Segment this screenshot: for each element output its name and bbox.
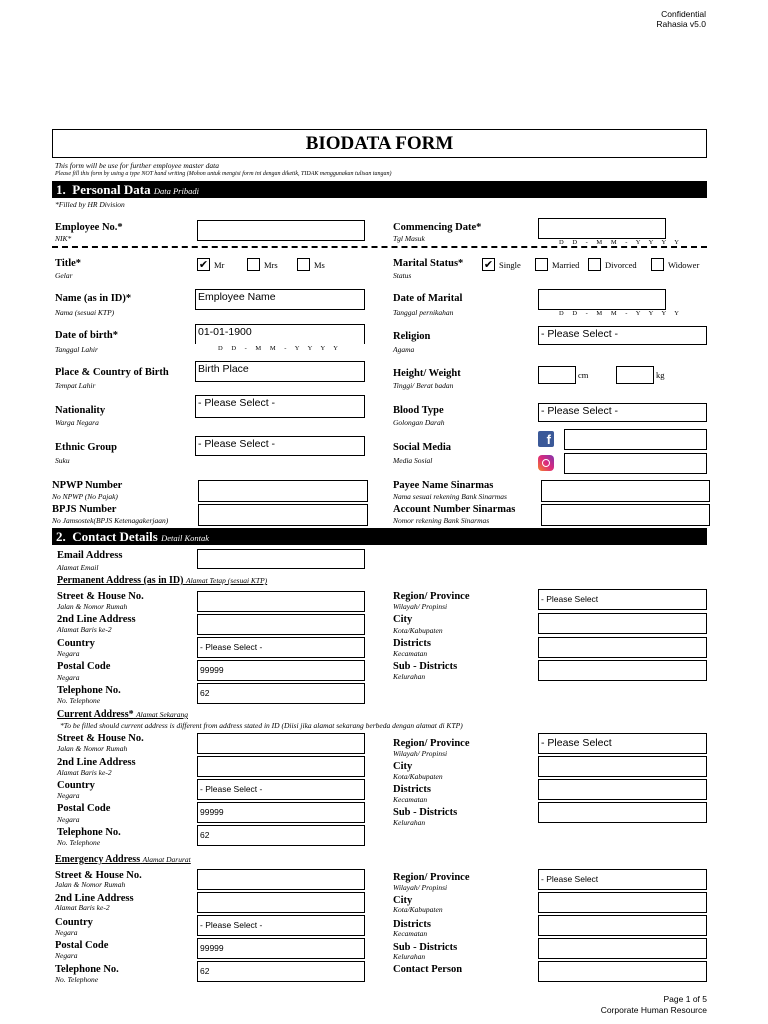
facebook-input[interactable] (564, 429, 707, 450)
religion-label: Religion (393, 331, 431, 342)
curr-city-label: City (393, 761, 413, 772)
emer-country-sub: Negara (55, 928, 78, 937)
ethnic-sub: Suku (55, 456, 70, 465)
curr-districts-label: Districts (393, 784, 431, 795)
perm-postal-input[interactable]: 99999 (197, 660, 365, 681)
height-weight-sub: Tinggi/ Berat badan (393, 381, 454, 390)
weight-unit: kg (656, 370, 665, 380)
curr-subdistricts-label: Sub - Districts (393, 807, 458, 818)
ethnic-select[interactable]: - Please Select - (195, 436, 365, 456)
perm-street-sub: Jalan & Nomor Rumah (57, 602, 128, 611)
curr-postal-label: Postal Code (57, 803, 111, 814)
emergency-title-text: Emergency Address (55, 854, 141, 865)
name-input[interactable]: Employee Name (195, 289, 365, 310)
emer-country-select[interactable]: - Please Select - (197, 915, 365, 936)
social-media-sub: Media Sosial (393, 456, 433, 465)
perm-phone-sub: No. Telephone (57, 696, 101, 705)
email-input[interactable] (197, 549, 365, 569)
bpjs-sub: No Jamsostek(BPJS Ketenagakerjaan) (52, 516, 169, 525)
section2-subtitle: Detail Kontak (161, 533, 210, 543)
dob-sub: Tanggal Lahir (55, 345, 98, 354)
marital-status-sub: Status (393, 271, 412, 280)
email-sub: Alamat Email (57, 563, 99, 572)
blood-type-select[interactable]: - Please Select - (538, 403, 707, 422)
ethnic-label: Ethnic Group (55, 442, 117, 453)
pob-sub: Tempat Lahir (55, 381, 96, 390)
curr-street-sub: Jalan & Nomor Rumah (57, 744, 128, 753)
account-input[interactable] (541, 504, 710, 526)
page-number: Page 1 of 5 (663, 994, 707, 1004)
marital-married-label: Married (552, 260, 580, 270)
perm-city-label: City (393, 614, 413, 625)
commencing-date-hint: D D - M M - Y Y Y Y (559, 239, 683, 246)
perm-postal-label: Postal Code (57, 661, 111, 672)
perm-city-sub: Kota/Kabupaten (393, 626, 443, 635)
height-unit: cm (578, 370, 589, 380)
curr-country-select[interactable]: - Please Select - (197, 779, 365, 800)
bpjs-label: BPJS Number (52, 504, 117, 515)
date-of-marital-label: Date of Marital (393, 293, 463, 304)
emer-phone-label: Telephone No. (55, 964, 119, 975)
curr-street-input[interactable] (197, 733, 365, 754)
payee-label: Payee Name Sinarmas (393, 480, 494, 491)
emer-city-input[interactable] (538, 892, 707, 913)
emer-line2-label: 2nd Line Address (55, 893, 134, 904)
curr-country-label: Country (57, 780, 95, 791)
curr-postal-input[interactable]: 99999 (197, 802, 365, 823)
social-media-label: Social Media (393, 442, 452, 453)
curr-country-sub: Negara (57, 791, 80, 800)
commencing-date-input[interactable] (538, 218, 666, 239)
perm-country-select[interactable]: - Please Select - (197, 637, 365, 658)
title-mr-label: Mr (214, 260, 225, 270)
emer-region-sub: Wilayah/ Propinsi (393, 883, 448, 892)
date-of-marital-hint: D D - M M - Y Y Y Y (559, 310, 683, 317)
weight-input[interactable] (616, 366, 654, 384)
emergency-title-sub: Alamat Darurat (142, 855, 191, 864)
bpjs-input[interactable] (198, 504, 368, 526)
emer-postal-label: Postal Code (55, 940, 109, 951)
intro-line2: Please fill this form by using a type NOT hand writing (Mohon untuk mengisi form ini dengan diketik, TIDAK menggunakan tulisan tangan) (55, 171, 392, 177)
perm-street-label: Street & House No. (57, 591, 144, 602)
perm-districts-sub: Kecamatan (393, 649, 428, 658)
marital-widower-label: Widower (668, 260, 700, 270)
nationality-label: Nationality (55, 405, 106, 416)
dashed-divider (52, 246, 707, 248)
curr-phone-input[interactable]: 62 (197, 825, 365, 846)
religion-sub: Agama (393, 345, 415, 354)
curr-postal-sub: Negara (57, 815, 80, 824)
contact-person-input[interactable] (538, 961, 707, 982)
permanent-title-sub: Alamat Tetap (sesuai KTP) (185, 576, 268, 585)
emer-subdistricts-sub: Kelurahan (393, 952, 426, 961)
emer-street-input[interactable] (197, 869, 365, 890)
perm-region-sub: Wilayah/ Propinsi (393, 602, 448, 611)
confidential-text: Confidential (661, 9, 706, 19)
perm-region-label: Region/ Province (393, 591, 470, 602)
emer-line2-sub: Alamat Baris ke-2 (55, 903, 110, 912)
title-label: Title* (55, 258, 82, 269)
curr-districts-sub: Kecamatan (393, 795, 428, 804)
perm-phone-input[interactable]: 62 (197, 683, 365, 704)
npwp-input[interactable] (198, 480, 368, 502)
perm-subdistricts-input[interactable] (538, 660, 707, 681)
emer-country-label: Country (55, 917, 93, 928)
emer-city-sub: Kota/Kabupaten (393, 905, 443, 914)
perm-districts-label: Districts (393, 638, 431, 649)
marital-status-label: Marital Status* (393, 258, 464, 269)
payee-sub: Nama sesuai rekening Bank Sinarmas (393, 492, 507, 501)
page-title: BIODATA FORM (52, 129, 707, 158)
emer-districts-input[interactable] (538, 915, 707, 936)
employee-no-sub: NIK* (55, 234, 72, 243)
payee-input[interactable] (541, 480, 710, 502)
emer-districts-label: Districts (393, 919, 431, 930)
title-mrs-label: Mrs (264, 260, 278, 270)
curr-city-sub: Kota/Kabupaten (393, 772, 443, 781)
marital-divorced-label: Divorced (605, 260, 637, 270)
perm-phone-label: Telephone No. (57, 685, 121, 696)
footer-dept: Corporate Human Resource (600, 1005, 707, 1015)
account-label: Account Number Sinarmas (393, 504, 516, 515)
dob-hint: D D - M M - Y Y Y Y (218, 345, 342, 352)
name-sub: Nama (sesuai KTP) (55, 308, 115, 317)
curr-region-sub: Wilayah/ Propinsi (393, 749, 448, 758)
email-label: Email Address (57, 550, 123, 561)
perm-districts-input[interactable] (538, 637, 707, 658)
employee-no-label: Employee No.* (55, 222, 123, 233)
contact-person-label: Contact Person (393, 964, 463, 975)
section1-title: Personal Data (72, 182, 151, 197)
curr-street-label: Street & House No. (57, 733, 144, 744)
current-address-note: *To be filled should current address is different from address stated in ID (Diisi jika alamat sekarang berbeda dengan alamat di KTP) (60, 721, 463, 730)
title-ms-label: Ms (314, 260, 325, 270)
account-sub: Nomor rekening Bank Sinarmas (393, 516, 490, 525)
title-mrs-checkbox[interactable] (247, 258, 260, 271)
curr-line2-input[interactable] (197, 756, 365, 777)
emer-phone-input[interactable]: 62 (197, 961, 365, 982)
curr-city-input[interactable] (538, 756, 707, 777)
pob-input[interactable]: Birth Place (195, 361, 365, 382)
title-ms-checkbox[interactable] (297, 258, 310, 271)
marital-married-checkbox[interactable] (535, 258, 548, 271)
marital-single-label: Single (499, 260, 521, 270)
current-title-text: Current Address* (57, 709, 134, 720)
npwp-sub: No NPWP (No Pajak) (52, 492, 118, 501)
emer-districts-sub: Kecamatan (393, 929, 428, 938)
section1-subtitle: Data Pribadi (153, 186, 199, 196)
curr-line2-label: 2nd Line Address (57, 757, 136, 768)
pob-label: Place & Country of Birth (55, 367, 169, 378)
emer-street-sub: Jalan & Nomor Rumah (55, 880, 126, 889)
emer-city-label: City (393, 895, 413, 906)
curr-districts-input[interactable] (538, 779, 707, 800)
curr-subdistricts-input[interactable] (538, 802, 707, 823)
blood-type-sub: Golongan Darah (393, 418, 445, 427)
commencing-date-sub: Tgl Masuk (393, 234, 425, 243)
section-personal-data (52, 181, 707, 198)
perm-region-select[interactable]: - Please Select (538, 589, 707, 610)
emer-phone-sub: No. Telephone (55, 975, 99, 984)
nationality-sub: Warga Negara (55, 418, 99, 427)
current-title-sub: Alamat Sekarang (136, 710, 188, 719)
religion-select[interactable]: - Please Select - (538, 326, 707, 345)
section1-number: 1. (56, 182, 66, 197)
confidential-label (656, 9, 706, 29)
curr-line2-sub: Alamat Baris ke-2 (57, 768, 112, 777)
section2-number: 2. (56, 529, 66, 544)
hr-note: *Filled by HR Division (55, 200, 125, 209)
instagram-input[interactable] (564, 453, 707, 474)
perm-line2-input[interactable] (197, 614, 365, 635)
marital-widower-checkbox[interactable] (651, 258, 664, 271)
intro-line1: This form will be use for further employee master data (55, 161, 219, 170)
emer-region-select[interactable]: - Please Select (538, 869, 707, 890)
curr-region-select[interactable]: - Please Select (538, 733, 707, 754)
current-address-title (57, 709, 188, 720)
curr-subdistricts-sub: Kelurahan (393, 818, 426, 827)
curr-region-label: Region/ Province (393, 738, 470, 749)
facebook-icon: f (538, 431, 554, 447)
emer-region-label: Region/ Province (393, 872, 470, 883)
emer-subdistricts-label: Sub - Districts (393, 942, 458, 953)
npwp-label: NPWP Number (52, 480, 123, 491)
emer-postal-input[interactable]: 99999 (197, 938, 365, 959)
date-of-marital-sub: Tanggal pernikahan (393, 308, 454, 317)
section-contact-details (52, 528, 707, 545)
dob-input[interactable]: 01-01-1900 (195, 324, 365, 344)
emer-line2-input[interactable] (197, 892, 365, 913)
perm-subdistricts-label: Sub - Districts (393, 661, 458, 672)
emergency-address-title (55, 854, 191, 865)
perm-line2-sub: Alamat Baris ke-2 (57, 625, 112, 634)
emer-subdistricts-input[interactable] (538, 938, 707, 959)
instagram-icon (538, 455, 554, 471)
permanent-title-text: Permanent Address (as in ID) (57, 575, 184, 586)
perm-country-sub: Negara (57, 649, 80, 658)
nationality-select[interactable]: - Please Select - (195, 395, 365, 418)
perm-line2-label: 2nd Line Address (57, 614, 136, 625)
section2-title: Contact Details (72, 529, 158, 544)
version-text: Rahasia v5.0 (656, 19, 706, 29)
marital-divorced-checkbox[interactable] (588, 258, 601, 271)
dob-label: Date of birth* (55, 330, 118, 341)
title-mr-checkbox[interactable]: ✔ (198, 258, 209, 271)
curr-phone-sub: No. Telephone (57, 838, 101, 847)
perm-postal-sub: Negara (57, 673, 80, 682)
commencing-date-label: Commencing Date* (393, 222, 482, 233)
permanent-address-title (57, 575, 267, 586)
emer-postal-sub: Negara (55, 951, 78, 960)
perm-city-input[interactable] (538, 613, 707, 634)
employee-no-input[interactable] (197, 220, 365, 241)
perm-street-input[interactable] (197, 591, 365, 612)
name-label: Name (as in ID)* (55, 293, 132, 304)
emer-street-label: Street & House No. (55, 870, 142, 881)
title-sub: Gelar (55, 271, 73, 280)
perm-subdistricts-sub: Kelurahan (393, 672, 426, 681)
footer (601, 994, 707, 1016)
curr-phone-label: Telephone No. (57, 827, 121, 838)
perm-country-label: Country (57, 638, 95, 649)
height-input[interactable] (538, 366, 576, 384)
date-of-marital-input[interactable] (538, 289, 666, 310)
height-weight-label: Height/ Weight (393, 368, 461, 379)
blood-type-label: Blood Type (393, 405, 444, 416)
marital-single-checkbox[interactable]: ✔ (483, 258, 494, 271)
